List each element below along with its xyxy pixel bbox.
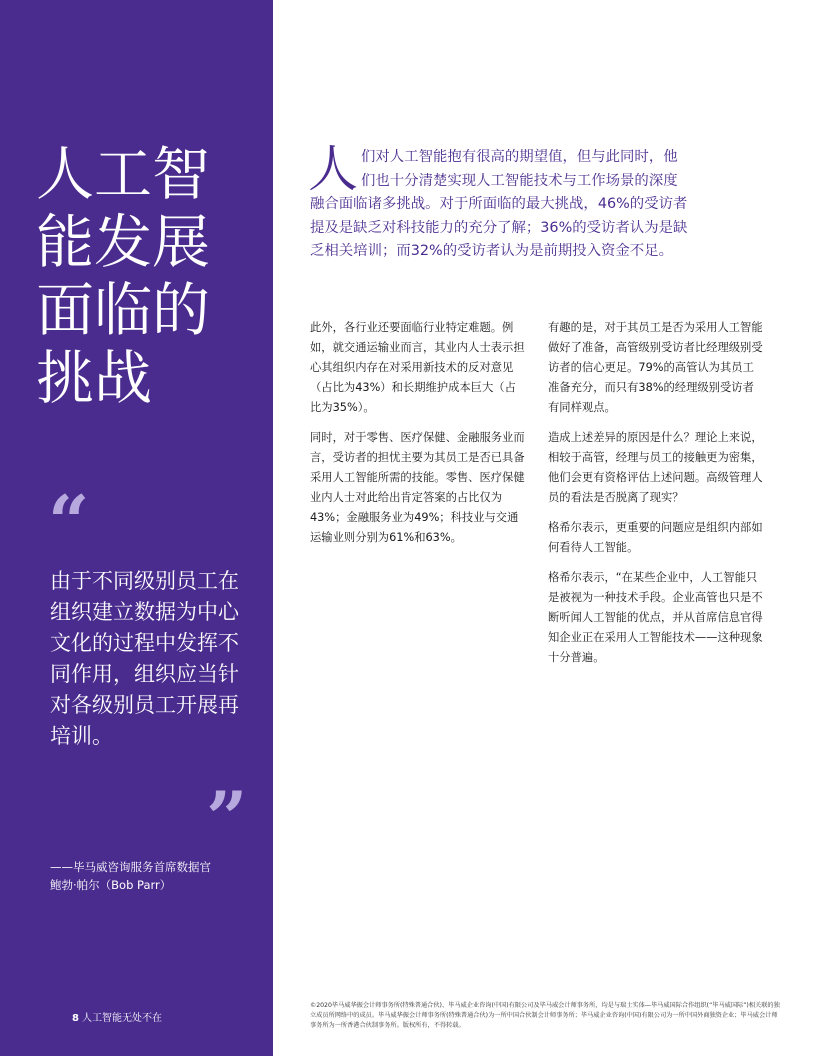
attribution-role: ——毕马威咨询服务首席数据官 bbox=[50, 860, 211, 874]
intro-text: 们对人工智能抱有很高的期望值，但与此同时，他们也十分清楚实现人工智能技术与工作场景的深度融合面临诸多挑战。对于所面临的最大挑战，46%的受访者提及是缺乏对科技能力的充分了解；36%的受访者认为是缺乏相关培训；而32%的受访者认为是前期投入资金不足。 bbox=[310, 149, 688, 259]
page-label: 人工智能无处不在 bbox=[81, 1013, 162, 1024]
body-paragraph: 造成上述差异的原因是什么？理论上来说，相较于高管，经理与员工的接触更为密集，他们会更有资格评估上述问题。高级管理人员的看法是否脱离了现实？ bbox=[548, 431, 763, 504]
attribution-name: 鲍勃·帕尔（Bob Parr） bbox=[50, 878, 172, 892]
body-column-left bbox=[310, 318, 525, 558]
page-number: 8 bbox=[72, 1013, 79, 1024]
page-footer bbox=[72, 1009, 162, 1024]
body-paragraph: 格希尔表示，更重要的问题应是组织内部如何看待人工智能。 bbox=[548, 521, 763, 554]
quote-attribution bbox=[50, 858, 265, 894]
body-paragraph: 同时，对于零售、医疗保健、金融服务业而言，受访者的担忧主要为其员工是否已具备采用人工智能所需的技能。零售、医疗保健业内人士对此给出肯定答案的占比仅为43%；金融服务业为49%；科技业与交通运输业则分别为61%和63%。 bbox=[310, 431, 525, 544]
pull-quote: 由于不同级别员工在组织建立数据为中心文化的过程中发挥不同作用，组织应当针对各级别员工开展再培训。 bbox=[50, 569, 239, 748]
close-quote-icon: ” bbox=[206, 775, 248, 860]
body-column-right bbox=[548, 318, 763, 678]
body-paragraph: 格希尔表示，“在某些企业中，人工智能只是被视为一种技术手段。企业高管也只是不断听闻人工智能的优点，并从首席信息官得知企业正在采用人工智能技术——这种现象十分普遍。 bbox=[548, 571, 763, 664]
page-title: 人工智能发展面临的挑战 bbox=[36, 140, 211, 412]
legal-notice: ©2020毕马威华振会计师事务所(特殊普通合伙)、毕马威企业咨询(中国)有限公司及毕马威会计师事务所，均是与瑞士实体—毕马威国际合作组织(“毕马威国际”)相关联的独立成员所网络中的成员。毕马威华振会计师事务所(特殊普通合伙)为一所中国合伙制会计师事务所；毕马威企业咨询(中国)有限公司为一所中国外商独资企业；毕马威会计师事务所为一所香港合伙制事务所。版权所有，不得转载。 bbox=[310, 1002, 780, 1029]
sidebar-panel bbox=[0, 0, 273, 1056]
open-quote-icon: “ bbox=[48, 479, 90, 564]
drop-cap: 人 bbox=[308, 140, 358, 198]
body-paragraph: 此外，各行业还要面临行业特定难题。例如，就交通运输业而言，其业内人士表示担心其组织内存在对采用新技术的反对意见（占比为43%）和长期维护成本巨大（占比为35%）。 bbox=[310, 321, 525, 414]
body-paragraph: 有趣的是，对于其员工是否为采用人工智能做好了准备，高管级别受访者比经理级别受访者的信心更足。79%的高管认为其员工准备充分，而只有38%的经理级别受访者有同样观点。 bbox=[548, 321, 763, 414]
intro-paragraph bbox=[308, 140, 690, 264]
